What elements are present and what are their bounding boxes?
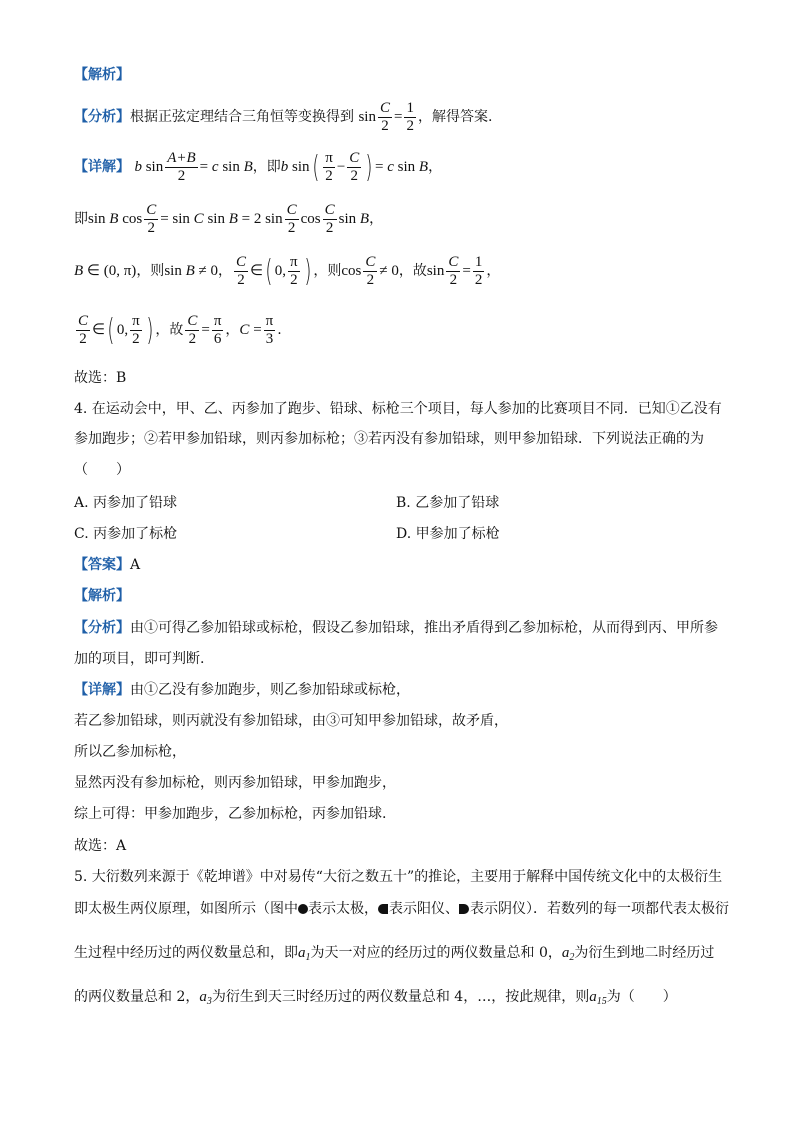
q4-fenxi-line1	[74, 618, 718, 638]
q3-line5-c: .	[277, 321, 282, 338]
tag-xiangjie: 【详解】	[74, 158, 130, 175]
q3-analysis-text: 根据正弦定理结合三角恒等变换得到	[130, 108, 354, 125]
sym-a3: $a_3$	[199, 989, 212, 1007]
tag-jiexi: 【解析】	[74, 67, 130, 83]
q5-line3-b: 为天一对应的经历过的两仪数量总和 0，	[310, 945, 562, 961]
q4-stem-line2: 参加跑步；②若甲参加铅球，则丙参加标枪；③若丙没有参加铅球，则甲参加铅球．下列说法正确的为	[74, 431, 704, 447]
q4-analysis-header	[74, 586, 130, 606]
q3-line4-a: ，则	[136, 262, 165, 279]
q5-stem-line1: 5. 大衍数列来源于《乾坤谱》中对易传“大衍之数五十”的推论，主要用于解释中国传统文化中的太极衍生	[74, 869, 723, 885]
tag-jiexi-2: 【解析】	[74, 588, 130, 604]
q4-stem-line3: （ ）	[74, 462, 130, 478]
q4-option-b: B. 乙参加了铅球	[396, 495, 500, 511]
q3-analysis-tail: ，解得答案.	[417, 108, 493, 125]
q4-answer-value: A	[130, 557, 141, 573]
q4-detail-text1: 由①乙没有参加跑步，则乙参加铅球或标枪，	[130, 682, 410, 698]
q5-line4-a: 的两仪数量总和 2，	[74, 989, 200, 1005]
formula-detail-2: b sin( $\frac{\pi}{2}$ − $\frac{C}{2}$ ) = c sin B	[280, 149, 429, 185]
q4-detail-line5: 综上可得：甲参加跑步，乙参加标枪，丙参加铅球.	[74, 806, 387, 822]
taiji-icon	[298, 904, 308, 914]
q5-line2-a: 即太极生两仪原理，如图所示（图中	[74, 901, 298, 917]
sym-a2: $a_2$	[561, 945, 575, 963]
q4-detail-line1	[74, 680, 410, 700]
formula-detail-5b: $\frac{C}{2}$ = $\frac{\pi}{6}$	[187, 313, 222, 347]
formula-detail-4c: $\frac{C}{2}$ ∈( 0, $\frac{\pi}{2}$ )	[235, 253, 311, 289]
q3-detail-line2	[74, 202, 383, 237]
tag-daan: 【答案】	[74, 557, 130, 573]
formula-detail-4b: sin B ≠ 0	[164, 262, 218, 279]
q5-line2-d: 表示阴仪）．若数列的每一项都代表太极衍	[470, 901, 729, 917]
q3-line3-end: ，	[369, 210, 384, 227]
q3-answer: 故选：B	[74, 370, 127, 386]
q3-line4-c: ，则	[313, 262, 342, 279]
formula-detail-4a: B ∈ (0, π)	[74, 262, 137, 279]
formula-detail-5a: $\frac{C}{2}$ ∈( 0, $\frac{\pi}{2}$ )	[78, 312, 154, 348]
q3-line4-e: ，	[486, 262, 501, 279]
q5-line2-c: 表示阳仪、	[389, 901, 459, 917]
q3-detail-mid: ，即	[252, 158, 281, 175]
q5-stem-line3	[74, 943, 714, 968]
q3-line4-b: ，	[217, 262, 232, 279]
q3-analysis-line	[74, 100, 492, 135]
sym-a15: $a_{15}$	[589, 989, 607, 1007]
tag-xiangjie-2: 【详解】	[74, 682, 130, 698]
q5-stem-line2	[74, 899, 729, 919]
tag-fenxi-2: 【分析】	[74, 620, 130, 636]
q3-line4-d: ，故	[398, 262, 427, 279]
q3-line3-pre: 即	[74, 210, 88, 227]
q4-option-d: D. 甲参加了标枪	[396, 526, 500, 542]
formula-detail-4d: cos $\frac{C}{2}$ ≠ 0	[341, 254, 399, 288]
q5-line4-b: 为衍生到天三时经历过的两仪数量总和 4，…，按此规律，则	[211, 989, 590, 1005]
q4-detail-line3: 所以乙参加标枪，	[74, 744, 186, 760]
q3-detail-end: ，	[428, 158, 443, 175]
q5-line2-b: 表示太极，	[308, 901, 378, 917]
tag-fenxi: 【分析】	[74, 108, 130, 125]
yin-icon	[459, 904, 469, 914]
q4-stem-line1: 4. 在运动会中，甲、乙、丙参加了跑步、铅球、标枪三个项目，每人参加的比赛项目不同．已知①乙没有	[74, 401, 722, 417]
formula-sin-half-c: sin $\frac{C}{2}$ = $\frac{1}{2}$	[358, 100, 414, 134]
q3-detail-line1	[74, 150, 442, 185]
formula-detail-3: sin B cos $\frac{C}{2}$ = sin C sin B = 2 sin $\frac{C}{2}$ cos $\frac{C}{2}$ sin B	[88, 202, 370, 236]
sym-a1: $a_1$	[298, 945, 311, 963]
q4-option-c: C. 丙参加了标枪	[74, 526, 178, 542]
q4-answer: 故选：A	[74, 838, 127, 854]
formula-detail-5c: C = $\frac{\pi}{3}$	[239, 313, 274, 347]
q3-line5-a: ，故	[155, 321, 184, 338]
analysis-header	[74, 65, 130, 85]
q4-detail-line4: 显然丙没有参加标枪，则丙参加铅球，甲参加跑步，	[74, 775, 396, 791]
q4-option-a: A. 丙参加了铅球	[74, 495, 178, 511]
yang-icon	[378, 904, 388, 914]
formula-detail-4e: sin $\frac{C}{2}$ = $\frac{1}{2}$	[426, 254, 483, 288]
formula-detail-1: b sin $\frac{A+B}{2}$ = c sin B	[134, 150, 253, 184]
q4-fenxi-text1: 由①可得乙参加铅球或标枪，假设乙参加铅球，推出矛盾得到乙参加标枪，从而得到丙、甲所参	[130, 620, 718, 636]
q4-detail-line2: 若乙参加铅球，则丙就没有参加铅球，由③可知甲参加铅球，故矛盾，	[74, 713, 508, 729]
q3-line5-b: ，	[225, 321, 240, 338]
q5-stem-line4	[74, 987, 677, 1012]
q3-detail-line3	[74, 254, 500, 289]
q5-line4-c: 为（ ）	[606, 989, 677, 1005]
q5-line3-a: 生过程中经历过的两仪数量总和，即	[74, 945, 298, 961]
q4-answer-line	[74, 555, 140, 575]
q3-detail-line4	[74, 313, 282, 348]
q5-line3-c: 为衍生到地二时经历过	[574, 945, 715, 961]
q4-fenxi-line2: 加的项目，即可判断.	[74, 651, 205, 667]
